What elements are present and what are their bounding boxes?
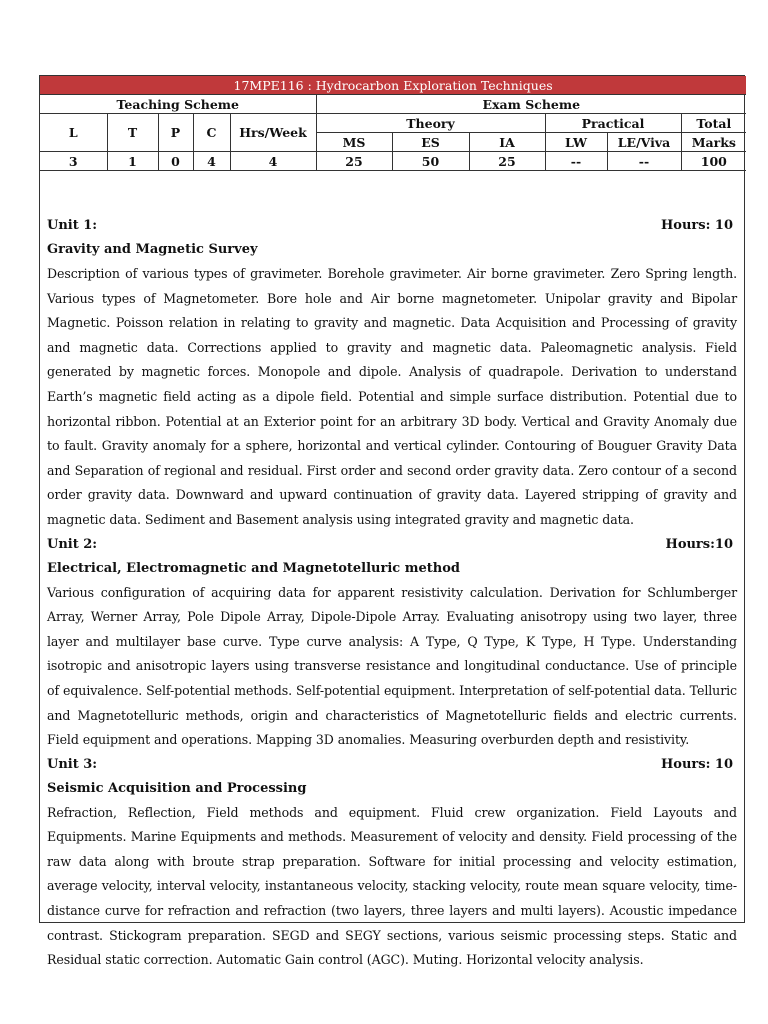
- total-header-line1: Total: [681, 114, 746, 133]
- value-ES: 50: [392, 152, 469, 171]
- value-C: 4: [193, 152, 230, 171]
- header-ES: ES: [392, 133, 469, 152]
- unit-description: Description of various types of gravimeter. Borehole gravimeter. Air borne gravimeter. Zero Spring length. Various types of Magnetometer. Bore hole and Air borne magnetometer. Unipolar gravity and Bipolar Magnetic. Poisson relation in relating to gravity and magnetic. Data Acquisition and Processing of gravity and magnetic data. Corrections applied to gravity and magnetic data. Paleomagnetic analysis. Field generated by magnetic forces. Monopole and dipole. Analysis of quadrapole. Derivation to understand Earth’s magnetic field acting as a dipole field. Potential and simple surface distribution. Potential due to horizontal ribbon. Potential at an Exterior point for an arbitrary 3D body. Vertical and Gravity Anomaly due to fault. Gravity anomaly for a sphere, horizontal and vertical cylinder. Contouring of Bouguer Gravity Data and Separation of regional and residual. First order and second order gravity data. Zero contour of a second order gravity data. Downward and upward continuation of gravity data. Layered stripping of gravity and magnetic data. Sediment and Basement analysis using integrated gravity and magnetic data.: [47, 266, 737, 527]
- value-T: 1: [107, 152, 158, 171]
- practical-header: Practical: [545, 114, 681, 133]
- teaching-scheme-header: Teaching Scheme: [40, 95, 316, 114]
- unit-hours: Hours:10: [665, 536, 733, 552]
- value-P: 0: [158, 152, 193, 171]
- unit-title: Seismic Acquisition and Processing: [47, 780, 307, 796]
- header-IA: IA: [469, 133, 545, 152]
- theory-header: Theory: [316, 114, 545, 133]
- unit-header: [47, 214, 737, 238]
- value-LW: --: [545, 152, 607, 171]
- value-hrs-week: 4: [230, 152, 316, 171]
- value-MS: 25: [316, 152, 392, 171]
- unit-description: Various configuration of acquiring data for apparent resistivity calculation. Derivation for Schlumberger Array, Werner Array, Pole Dipole Array, Dipole-Dipole Array. Evaluating anisotropy using two layer, three layer and multilayer base curve. Type curve analysis: A Type, Q Type, K Type, H Type. Understanding isotropic and anisotropic layers using transverse resistance and longitudinal conductance. Use of principle of equivalence. Self-potential methods. Self-potential equipment. Interpretation of self-potential data. Telluric and Magnetotelluric methods, origin and characteristics of Magnetotelluric fields and electric currents. Field equipment and operations. Mapping 3D anomalies. Measuring overburden depth and resistivity.: [47, 584, 737, 748]
- total-header-line2: Marks: [681, 133, 746, 152]
- unit-label: Unit 2:: [47, 536, 98, 552]
- unit-title: Electrical, Electromagnetic and Magnetotelluric method: [47, 560, 460, 576]
- unit-hours: Hours: 10: [661, 756, 733, 772]
- header-LE-viva: LE/Viva: [607, 133, 681, 152]
- unit-hours: Hours: 10: [661, 218, 733, 233]
- header-C: C: [193, 114, 230, 152]
- header-MS: MS: [316, 133, 392, 152]
- syllabus-content: [47, 214, 737, 973]
- value-LE-viva: --: [607, 152, 681, 171]
- unit-label: Unit 3:: [47, 756, 98, 772]
- syllabus-sheet: [39, 75, 745, 968]
- unit-2: [47, 533, 737, 753]
- header-L: L: [40, 114, 107, 152]
- exam-scheme-header: Exam Scheme: [316, 95, 746, 114]
- value-total-marks: 100: [681, 152, 746, 171]
- unit-header: [47, 753, 737, 777]
- header-T: T: [107, 114, 158, 152]
- header-LW: LW: [545, 133, 607, 152]
- unit-1: [47, 214, 737, 533]
- value-IA: 25: [469, 152, 545, 171]
- unit-3: [47, 753, 737, 973]
- unit-title: Gravity and Magnetic Survey: [47, 242, 258, 257]
- header-P: P: [158, 114, 193, 152]
- scheme-table: [40, 76, 746, 171]
- unit-label: Unit 1:: [47, 218, 98, 233]
- unit-header: [47, 533, 737, 557]
- header-hrs-week: Hrs/Week: [230, 114, 316, 152]
- value-L: 3: [40, 152, 107, 171]
- unit-description: Refraction, Reflection, Field methods and equipment. Fluid crew organization. Field Layouts and Equipments. Marine Equipments and methods. Measurement of velocity and density. Field processing of the raw data along with broute strap preparation. Software for initial processing and velocity estimation, average velocity, interval velocity, instantaneous velocity, stacking velocity, route mean square velocity, time-distance curve for refraction and refraction (two layers, three layers and multi layers). Acoustic impedance contrast. Stickogram preparation. SEGD and SEGY sections, various seismic processing steps. Static and Residual static correction. Automatic Gain control (AGC). Muting. Horizontal velocity analysis.: [47, 804, 737, 968]
- course-title: 17MPE116 : Hydrocarbon Exploration Techniques: [40, 76, 746, 95]
